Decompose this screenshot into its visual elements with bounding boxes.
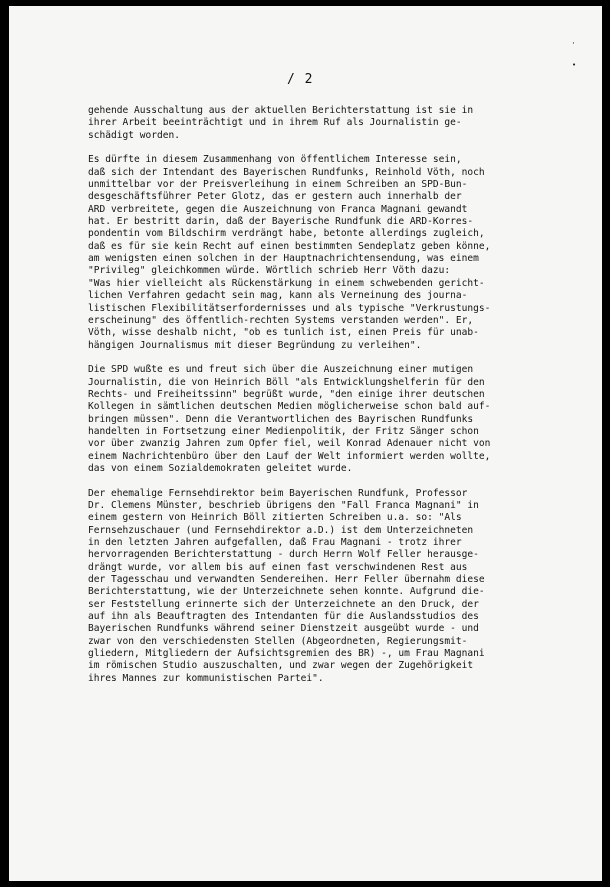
text-line: drängt wurde, vor allem bis auf einen fast verschwindenen Rest aus: [88, 561, 468, 573]
text-line: Dr. Clemens Münster, beschrieb übrigens den "Fall Franca Magnani" in: [88, 500, 479, 511]
text-line: hervorragenden Berichterstattung - durch Herrn Wolf Feller herausge-: [88, 549, 479, 561]
text-line: handelten in Fortsetzung einer Medienpolitik, der Fritz Sänger schon: [88, 425, 479, 437]
text-line: hat. Er bestritt darin, daß der Bayerische Rundfunk die ARD-Korres-: [88, 216, 474, 228]
text-line: ser Feststellung erinnerte sich der Unterzeichnete an den Druck, der: [88, 598, 479, 610]
page-number: / 2: [287, 72, 314, 87]
corner-mark: ·: [572, 39, 575, 49]
paragraph: [88, 105, 588, 142]
text-line: lichen Verfahren gedacht sein mag, kann als Verneinung des journa-: [88, 290, 468, 302]
text-line: einem gestern von Heinrich Böll zitierten Schreiben u.a. so: "Als: [88, 512, 462, 524]
text-line: Fernsehzuschauer (und Fernsehdirektor a.D.) ist dem Unterzeichneten: [88, 524, 474, 536]
text-line: auf ihn als Beauftragten des Intendanten für die Auslandsstudios des: [88, 611, 479, 623]
text-line: ihrer Arbeit beeinträchtigt und in ihrem Ruf als Journalistin ge-: [88, 117, 462, 129]
text-line: "Was hier vielleicht als Rückenstärkung in einem schwebenden gericht-: [88, 277, 485, 289]
text-line: in den letzten Jahren aufgefallen, daß Frau Magnani - trotz ihrer: [88, 537, 462, 549]
text-line: gehende Ausschaltung aus der aktuellen Berichterstattung ist sie in: [88, 105, 474, 116]
text-line: unmittelbar vor der Preisverleihung in einem Schreiben an SPD-Bun-: [88, 179, 468, 191]
text-line: Rechts- und Freiheitssinn" begrüßt wurde, "den einige ihrer deutschen: [88, 388, 485, 400]
text-line: im römischen Studio auszuschalten, und zwar wegen der Zugehörigkeit: [88, 660, 474, 672]
text-line: der Tagesschau und verwandten Sendereihen. Herr Feller übernahm diese: [88, 574, 485, 586]
text-line: "Privileg" gleichkommen würde. Wörtlich schrieb Herr Vöth dazu:: [88, 265, 451, 277]
text-line: Es dürfte in diesem Zusammenhang von öffentlichem Interesse sein,: [88, 154, 462, 166]
text-line: bringen müssen". Denn die Verantwortlichen des Bayrischen Rundfunks: [88, 413, 474, 425]
text-line: vor über zwanzig Jahren zum Opfer fiel, weil Konrad Adenauer nicht von: [88, 438, 491, 450]
text-line: daß sich der Intendant des Bayerischen Rundfunks, Reinhold Vöth, noch: [88, 166, 485, 178]
text-line: hängigen Journalismus mit dieser Begründung zu verleihen".: [88, 339, 422, 351]
corner-dot: •: [572, 61, 577, 69]
text-line: das von einem Sozialdemokraten geleitet wurde.: [88, 462, 353, 474]
text-line: pondentin vom Bildschirm verdrängt habe, betonte allerdings zugleich,: [88, 228, 485, 240]
text-line: schädigt worden.: [88, 129, 180, 141]
text-line: am wenigsten einen solchen in der Hauptnachrichtensendung, was einem: [88, 253, 479, 265]
text-line: Vöth, wisse deshalb nicht, "ob es tunlich ist, einen Preis für unab-: [88, 327, 479, 339]
text-line: daß es für sie kein Recht auf einen bestimmten Sendeplatz geben könne,: [88, 240, 491, 252]
text-line: Kollegen in sämtlichen deutschen Medien möglicherweise schon bald auf-: [88, 401, 491, 413]
text-line: Journalistin, die von Heinrich Böll "als Entwicklungshelferin für den: [88, 376, 485, 388]
text-line: gliedern, Mitgliedern der Aufsichtsgremien des BR) -, um Frau Magnani: [88, 648, 485, 660]
paragraph: [88, 364, 588, 475]
text-line: ARD verbreitete, gegen die Auszeichnung von Franca Magnani gewandt: [88, 203, 468, 215]
text-line: Berichterstattung, wie der Unterzeichnete sehen konnte. Aufgrund die-: [88, 586, 485, 598]
document-page: [9, 6, 602, 881]
body-text: [88, 105, 588, 698]
paragraph: [88, 154, 588, 352]
text-line: Die SPD wußte es und freut sich über die Auszeichnung einer mutigen: [88, 364, 474, 376]
text-line: ihres Mannes zur kommunistischen Partei".: [88, 672, 324, 684]
text-line: desgeschäftsführer Peter Glotz, das er gestern auch innerhalb der: [88, 191, 462, 203]
text-line: listischen Flexibilitätserfordernisses und als typische "Verkrustungs-: [88, 302, 491, 314]
text-line: Der ehemalige Fernsehdirektor beim Bayerischen Rundfunk, Professor: [88, 487, 468, 499]
text-line: erscheinung" des öffentlich-rechten Systems verstanden werden". Er,: [88, 314, 474, 326]
text-line: einem Nachrichtenbüro über den Lauf der Welt informiert werden wollte,: [88, 450, 491, 462]
text-line: zwar von den verschiedensten Stellen (Abgeordneten, Regierungsmit-: [88, 635, 468, 647]
paragraph: [88, 488, 588, 686]
text-line: Bayerischen Rundfunks während seiner Dienstzeit ausgeübt wurde - und: [88, 623, 479, 635]
